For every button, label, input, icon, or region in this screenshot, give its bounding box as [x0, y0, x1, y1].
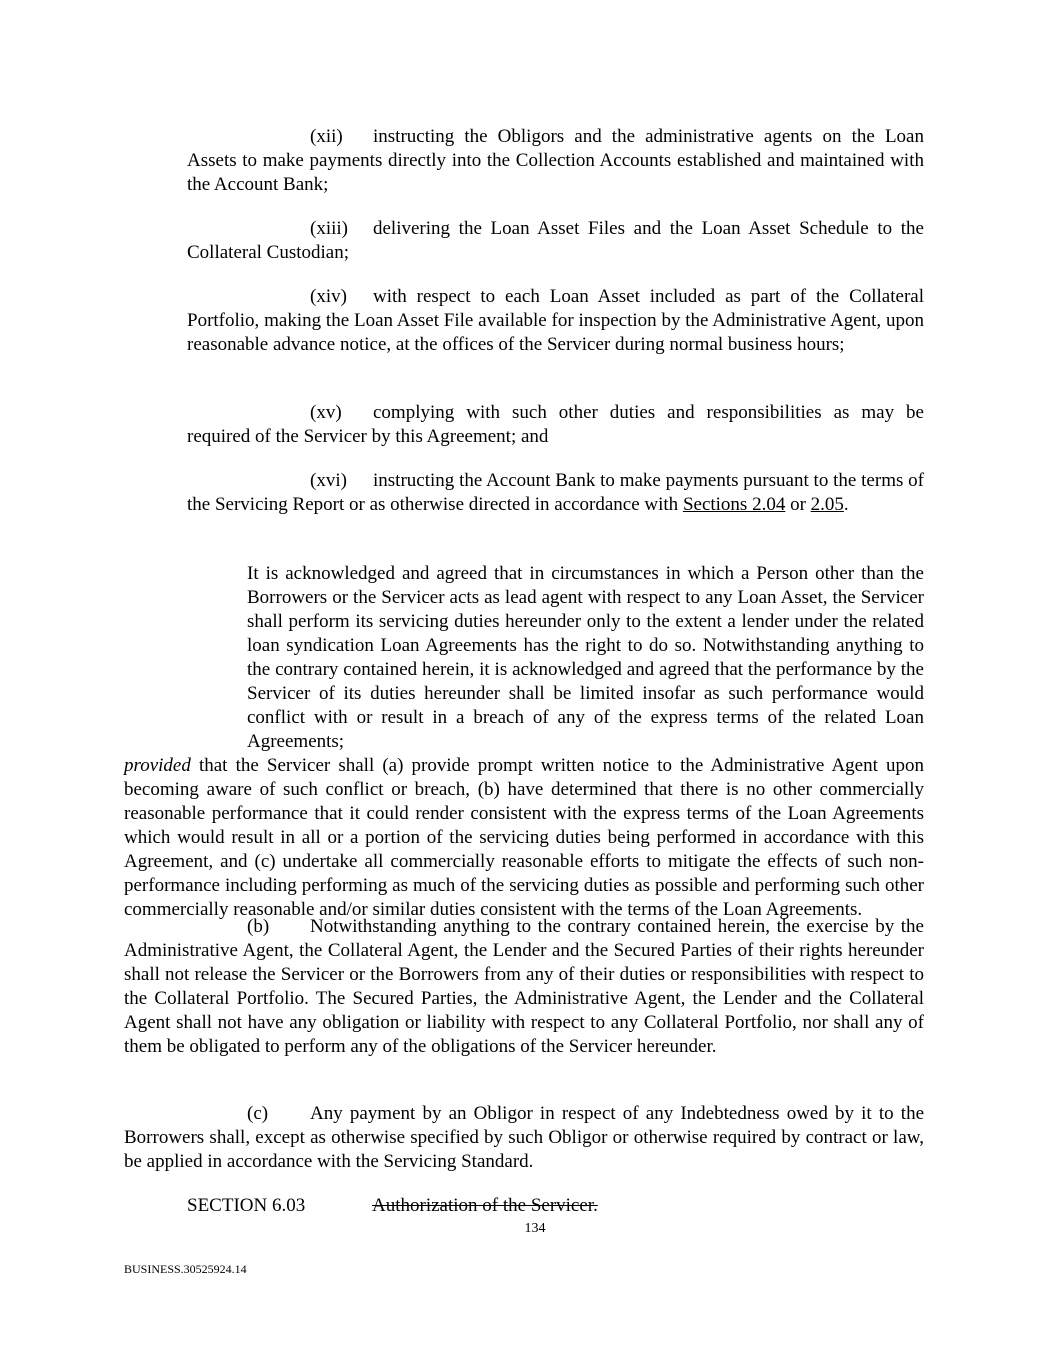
- paragraph-text-b: that the Servicer shall (a) provide prompt written notice to the Administrative Agent upon becoming aware of such conflict or breach, (b) have determined that there is no other commercially reasonable performance that it could render consistent with the express terms of the Loan Agreements which would result in all or a portion of the servicing duties being performed in accordance with this Agreement, and (c) undertake all commercially reasonable efforts to mitigate the effects of such non-performance including performing as much of the servicing duties as possible and performing such other commercially reasonable and/or similar duties consistent with the terms of the Loan Agreements.: [124, 755, 924, 920]
- section-reference-link[interactable]: 2.05: [810, 494, 844, 515]
- paragraph-c: [124, 1102, 924, 1174]
- item-text-rest: Portfolio, making the Loan Asset File available for inspection by the Administrative Agent, upon reasonable advance notice, at the offices of the Servicer during normal business hours;: [187, 310, 924, 355]
- item-text-first: instructing the Account Bank to make payments pursuant to the: [373, 470, 857, 491]
- subsection-label: (c): [247, 1103, 269, 1124]
- or-text: or: [790, 494, 806, 515]
- item-number: (xii): [310, 126, 343, 147]
- item-text-rest: required of the Servicer by this Agreement; and: [187, 426, 549, 447]
- subsection-label: (b): [247, 916, 270, 937]
- item-text-rest: Assets to make payments directly into the Collection Accounts established and maintained with the Account Bank;: [187, 150, 924, 195]
- section-title: Authorization of the Servicer.: [372, 1195, 598, 1216]
- paragraph-acknowledgement: [124, 562, 924, 922]
- item-number: (xv): [310, 402, 342, 423]
- item-text-rest: Collateral Custodian;: [187, 242, 350, 263]
- paragraph-text: Any payment by an Obligor in respect of any Indebtedness owed by it to the Borrowers shall, except as otherwise specified by such Obligor or otherwise required by contract or law, be applied in accordance with the Servicing Standard.: [124, 1103, 924, 1172]
- item-text-rest: terms of the Servicing Report or as otherwise directed in accordance with: [187, 470, 925, 515]
- paragraph-italic-term: provided: [124, 755, 191, 776]
- list-item-xv: [187, 401, 924, 449]
- section-heading: [187, 1194, 887, 1218]
- item-text-first: instructing the Obligors and the administrative agents on the Loan: [373, 126, 924, 147]
- item-text-first: with respect to each Loan Asset included as part of the Collateral: [373, 286, 924, 307]
- section-number: SECTION 6.03: [187, 1195, 306, 1216]
- list-item-xiii: [187, 217, 924, 265]
- item-number: (xvi): [310, 470, 347, 491]
- item-number: (xiv): [310, 286, 347, 307]
- paragraph-text: Notwithstanding anything to the contrary contained herein, the exercise by the Administrative Agent, the Collateral Agent, the Lender and the Secured Parties of their rights hereunder shall not release the Servicer or the Borrowers from any of their duties or responsibilities with respect to the Collateral Portfolio. The Secured Parties, the Administrative Agent, the Lender and the Collateral Agent shall not have any obligation or liability with respect to any Collateral Portfolio, nor shall any of them be obligated to perform any of the obligations of the Servicer hereunder.: [124, 916, 924, 1057]
- document-footer-id: BUSINESS.30525924.14: [124, 1262, 247, 1276]
- section-reference-link[interactable]: Sections 2.04: [682, 494, 786, 515]
- list-item-xiv: [187, 285, 924, 357]
- item-text-first: complying with such other duties and responsibilities as may be: [373, 402, 924, 423]
- end-punctuation: .: [843, 494, 849, 515]
- page-number: 134: [524, 1221, 546, 1236]
- item-text-first: delivering the Loan Asset Files and the Loan Asset Schedule to the: [373, 218, 924, 239]
- paragraph-b: [124, 915, 924, 1059]
- list-item-xvi: [187, 469, 924, 517]
- item-number: (xiii): [310, 218, 348, 239]
- paragraph-text-a: It is acknowledged and agreed that in circumstances in which a Person other than the Borrowers or the Servicer acts as lead agent with respect to any Loan Asset, the Servicer shall perform its servicing duties hereunder only to the extent a lender under the related loan syndication Loan Agreements has the right to do so. Notwithstanding anything to the contrary contained herein, it is acknowledged and agreed that the performance by the Servicer of its duties hereunder shall be limited insofar as such performance would conflict with or result in a breach of any of the express terms of the related Loan Agreements;: [247, 563, 924, 752]
- list-item-xii: [187, 125, 924, 197]
